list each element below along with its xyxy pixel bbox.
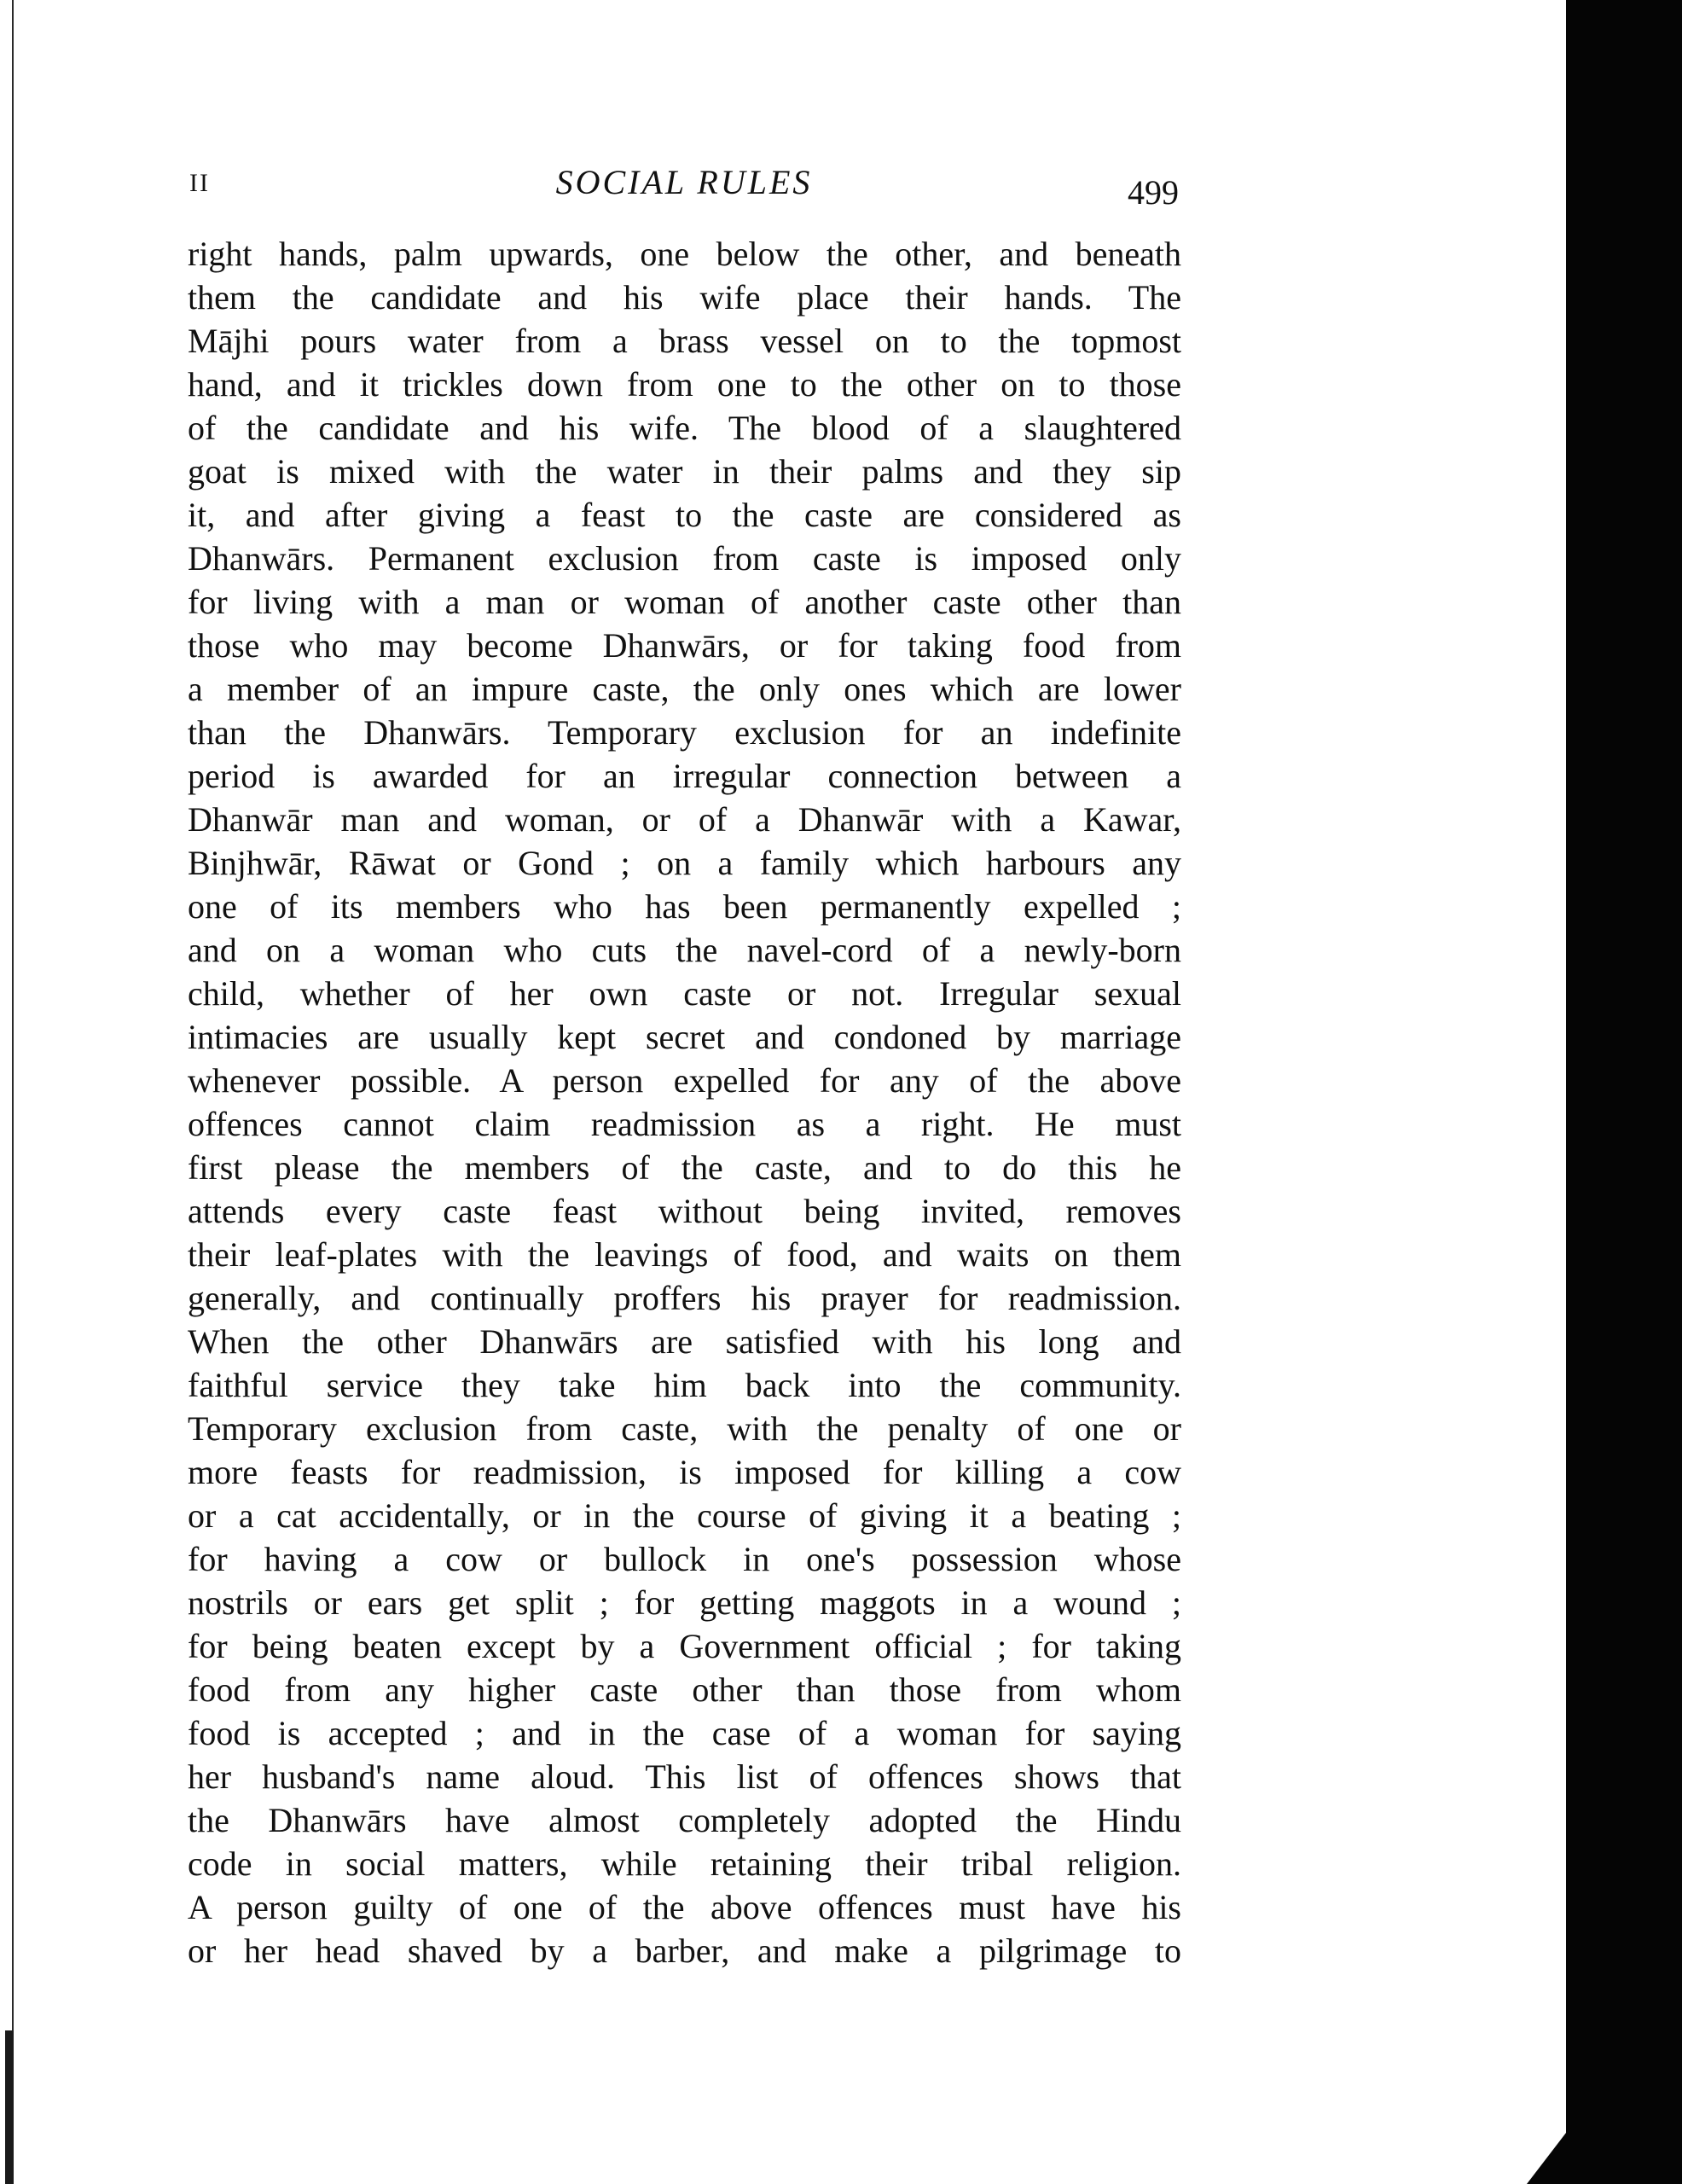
text-line: attends every caste feast without being invited, removes (188, 1192, 1181, 1230)
text-line: more feasts for readmission, is imposed for killing a cow (188, 1453, 1181, 1491)
text-line: for being beaten except by a Government official ; for taking (188, 1627, 1181, 1665)
text-line: A person guilty of one of the above offences must have his (188, 1888, 1181, 1926)
page-number: 499 (1128, 173, 1179, 212)
text-line: and on a woman who cuts the navel-cord of a newly-born (188, 931, 1181, 969)
text-line: a member of an impure caste, the only ones which are lower (188, 670, 1181, 708)
text-line: than the Dhanwārs. Temporary exclusion for an indefinite (188, 713, 1181, 752)
text-line: their leaf-plates with the leavings of food, and waits on them (188, 1235, 1181, 1274)
text-line: hand, and it trickles down from one to the other on to those (188, 365, 1181, 404)
running-title: SOCIAL RULES (555, 163, 813, 201)
text-line: period is awarded for an irregular connection between a (188, 757, 1181, 795)
text-line: first please the members of the caste, and to do this he (188, 1148, 1181, 1187)
text-line: Dhanwārs. Permanent exclusion from caste is imposed only (188, 539, 1181, 578)
text-line: Mājhi pours water from a brass vessel on to the topmost (188, 322, 1181, 360)
page-edge-rule (12, 0, 14, 2184)
text-line: the Dhanwārs have almost completely adopted the Hindu (188, 1801, 1181, 1839)
text-line: for living with a man or woman of another caste other than (188, 583, 1181, 621)
page-edge-mark (5, 2030, 14, 2184)
text-line: intimacies are usually kept secret and condoned by marriage (188, 1018, 1181, 1056)
text-line: goat is mixed with the water in their palms and they sip (188, 452, 1181, 491)
scan-margin-bar (1566, 0, 1682, 2184)
body-text (188, 232, 1181, 1972)
text-line: or a cat accidentally, or in the course of giving it a beating ; (188, 1496, 1181, 1535)
text-line: her husband's name aloud. This list of offences shows that (188, 1757, 1181, 1796)
text-line: code in social matters, while retaining their tribal religion. (188, 1844, 1181, 1883)
text-line: child, whether of her own caste or not. Irregular sexual (188, 974, 1181, 1013)
text-line: nostrils or ears get split ; for getting maggots in a wound ; (188, 1583, 1181, 1622)
text-line: When the other Dhanwārs are satisfied with his long and (188, 1322, 1181, 1361)
scan-margin-notch (1527, 2133, 1566, 2184)
text-line: food from any higher caste other than those from whom (188, 1670, 1181, 1709)
text-line: those who may become Dhanwārs, or for taking food from (188, 626, 1181, 665)
text-line: offences cannot claim readmission as a right. He must (188, 1105, 1181, 1143)
text-line: Binjhwār, Rāwat or Gond ; on a family which harbours any (188, 844, 1181, 882)
text-line: one of its members who has been permanently expelled ; (188, 887, 1181, 926)
text-line: them the candidate and his wife place their hands. The (188, 278, 1181, 317)
text-line: for having a cow or bullock in one's possession whose (188, 1540, 1181, 1578)
text-line: whenever possible. A person expelled for any of the above (188, 1061, 1181, 1100)
text-line: food is accepted ; and in the case of a woman for saying (188, 1714, 1181, 1752)
text-line: right hands, palm upwards, one below the other, and beneath (188, 235, 1181, 273)
text-line: Temporary exclusion from caste, with the penalty of one or (188, 1409, 1181, 1448)
text-line: generally, and continually proffers his prayer for readmission. (188, 1279, 1181, 1317)
text-line: of the candidate and his wife. The blood of a slaughtered (188, 409, 1181, 447)
text-line: Dhanwār man and woman, or of a Dhanwār with a Kawar, (188, 800, 1181, 839)
chapter-number: II (189, 169, 210, 197)
text-line: or her head shaved by a barber, and make a pilgrimage to (188, 1931, 1181, 1970)
text-line: it, and after giving a feast to the caste are considered as (188, 496, 1181, 534)
running-header (189, 162, 1179, 213)
text-line: faithful service they take him back into the community. (188, 1366, 1181, 1404)
